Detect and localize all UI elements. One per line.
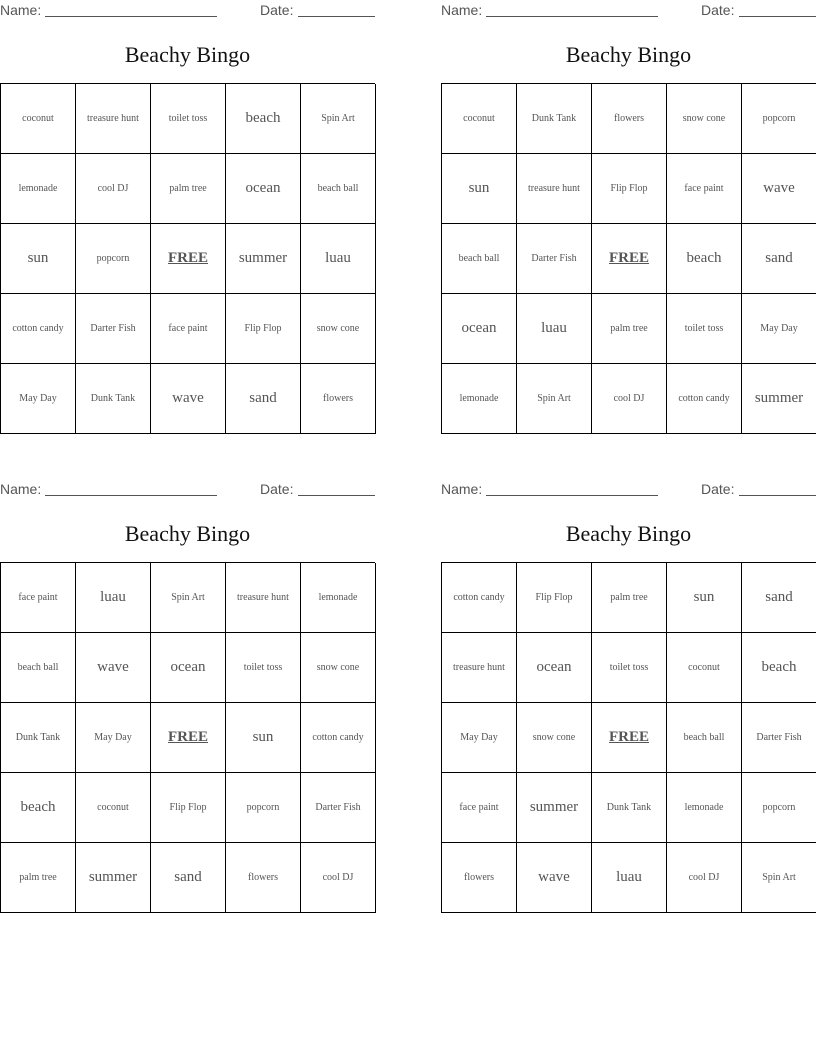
bingo-cell: snow cone (517, 703, 592, 773)
card-title: Beachy Bingo (565, 42, 692, 67)
date-line (298, 16, 375, 17)
bingo-cell: Spin Art (151, 563, 226, 633)
bingo-cell: beach ball (442, 224, 517, 294)
bingo-cell: luau (76, 563, 151, 633)
bingo-cell: lemonade (667, 773, 742, 843)
bingo-cell: cool DJ (592, 364, 667, 434)
bingo-cell: sand (742, 563, 816, 633)
bingo-cell: snow cone (301, 294, 376, 364)
bingo-cell: Flip Flop (517, 563, 592, 633)
bingo-cell: palm tree (1, 843, 76, 913)
bingo-cell: Dunk Tank (76, 364, 151, 434)
bingo-cell: flowers (301, 364, 376, 434)
date-label: Date: (260, 481, 294, 497)
bingo-cell: sun (1, 224, 76, 294)
bingo-cell: beach (226, 84, 301, 154)
bingo-cell: wave (76, 633, 151, 703)
bingo-cell: wave (151, 364, 226, 434)
bingo-cell: Darter Fish (742, 703, 816, 773)
bingo-cell: treasure hunt (226, 563, 301, 633)
bingo-cell: cotton candy (442, 563, 517, 633)
bingo-cell: face paint (667, 154, 742, 224)
name-line (45, 16, 217, 17)
bingo-cell: flowers (592, 84, 667, 154)
bingo-cell: May Day (742, 294, 816, 364)
bingo-cell: ocean (151, 633, 226, 703)
bingo-cell: wave (742, 154, 816, 224)
bingo-cell: Dunk Tank (517, 84, 592, 154)
bingo-cell: cotton candy (301, 703, 376, 773)
bingo-cell: toilet toss (592, 633, 667, 703)
bingo-cell: popcorn (742, 84, 816, 154)
free-space: FREE (151, 703, 226, 773)
bingo-cell: Darter Fish (301, 773, 376, 843)
bingo-cell: Darter Fish (517, 224, 592, 294)
name-line (486, 495, 658, 496)
bingo-cell: summer (517, 773, 592, 843)
bingo-cell: ocean (226, 154, 301, 224)
bingo-cell: Flip Flop (226, 294, 301, 364)
bingo-cell: popcorn (226, 773, 301, 843)
free-space: FREE (151, 224, 226, 294)
bingo-cell: lemonade (442, 364, 517, 434)
bingo-cell: palm tree (592, 294, 667, 364)
bingo-cell: wave (517, 843, 592, 913)
bingo-cell: Spin Art (301, 84, 376, 154)
card-header (441, 479, 816, 499)
bingo-cell: May Day (442, 703, 517, 773)
bingo-cell: toilet toss (151, 84, 226, 154)
bingo-cell: lemonade (1, 154, 76, 224)
bingo-cell: beach (1, 773, 76, 843)
bingo-cell: luau (592, 843, 667, 913)
card-title: Beachy Bingo (124, 521, 251, 546)
bingo-cell: coconut (667, 633, 742, 703)
bingo-cell: face paint (442, 773, 517, 843)
free-space: FREE (592, 703, 667, 773)
bingo-cell: palm tree (151, 154, 226, 224)
bingo-cell: beach (667, 224, 742, 294)
card-header (441, 0, 816, 20)
date-line (739, 16, 816, 17)
bingo-cell: sun (226, 703, 301, 773)
date-label: Date: (260, 2, 294, 18)
bingo-cell: beach ball (667, 703, 742, 773)
bingo-cell: Flip Flop (151, 773, 226, 843)
bingo-cell: toilet toss (226, 633, 301, 703)
free-space: FREE (592, 224, 667, 294)
bingo-cell: luau (517, 294, 592, 364)
bingo-cell: beach (742, 633, 816, 703)
card-title: Beachy Bingo (124, 42, 251, 67)
bingo-cell: coconut (76, 773, 151, 843)
bingo-cell: treasure hunt (442, 633, 517, 703)
bingo-cell: Darter Fish (76, 294, 151, 364)
bingo-cell: sand (226, 364, 301, 434)
card-header (0, 479, 375, 499)
name-label: Name: (0, 2, 42, 18)
bingo-cell: cotton candy (1, 294, 76, 364)
bingo-grid (0, 83, 375, 434)
bingo-cell: summer (76, 843, 151, 913)
bingo-cell: coconut (442, 84, 517, 154)
bingo-cell: summer (226, 224, 301, 294)
bingo-cell: Spin Art (517, 364, 592, 434)
bingo-cell: face paint (151, 294, 226, 364)
bingo-cell: Dunk Tank (1, 703, 76, 773)
bingo-cell: flowers (226, 843, 301, 913)
card-header (0, 0, 375, 20)
bingo-cell: treasure hunt (517, 154, 592, 224)
bingo-cell: ocean (517, 633, 592, 703)
bingo-cell: summer (742, 364, 816, 434)
bingo-cell: face paint (1, 563, 76, 633)
bingo-cell: Flip Flop (592, 154, 667, 224)
bingo-cell: palm tree (592, 563, 667, 633)
card-title: Beachy Bingo (565, 521, 692, 546)
date-label: Date: (701, 2, 735, 18)
bingo-grid (441, 562, 816, 913)
name-line (45, 495, 217, 496)
bingo-cell: treasure hunt (76, 84, 151, 154)
bingo-cell: sand (742, 224, 816, 294)
bingo-cell: cool DJ (76, 154, 151, 224)
bingo-grid (441, 83, 816, 434)
bingo-cell: sun (667, 563, 742, 633)
bingo-cell: snow cone (301, 633, 376, 703)
bingo-cell: lemonade (301, 563, 376, 633)
name-label: Name: (0, 481, 42, 497)
bingo-cell: sun (442, 154, 517, 224)
date-label: Date: (701, 481, 735, 497)
bingo-cell: popcorn (76, 224, 151, 294)
date-line (298, 495, 375, 496)
bingo-grid (0, 562, 375, 913)
bingo-cell: popcorn (742, 773, 816, 843)
bingo-cell: ocean (442, 294, 517, 364)
bingo-cell: luau (301, 224, 376, 294)
bingo-cell: cool DJ (301, 843, 376, 913)
bingo-cell: flowers (442, 843, 517, 913)
bingo-cell: May Day (1, 364, 76, 434)
bingo-cell: beach ball (1, 633, 76, 703)
name-label: Name: (441, 2, 483, 18)
date-line (739, 495, 816, 496)
bingo-cell: beach ball (301, 154, 376, 224)
name-label: Name: (441, 481, 483, 497)
bingo-cell: toilet toss (667, 294, 742, 364)
bingo-cell: Spin Art (742, 843, 816, 913)
bingo-cell: sand (151, 843, 226, 913)
bingo-cell: cool DJ (667, 843, 742, 913)
bingo-cell: snow cone (667, 84, 742, 154)
bingo-cell: May Day (76, 703, 151, 773)
name-line (486, 16, 658, 17)
bingo-cell: cotton candy (667, 364, 742, 434)
bingo-cell: Dunk Tank (592, 773, 667, 843)
bingo-cell: coconut (1, 84, 76, 154)
